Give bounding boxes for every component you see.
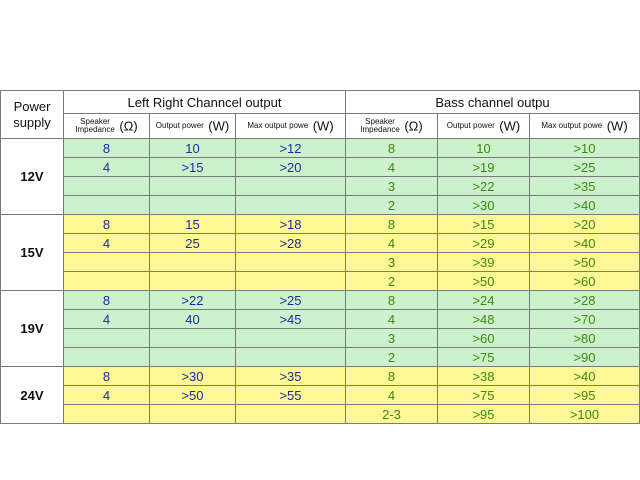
bass-output-cell: >22 (438, 177, 530, 196)
lr-max-cell: >25 (236, 291, 346, 310)
lr-max-cell (236, 329, 346, 348)
lr-max-cell (236, 196, 346, 215)
lr-max-cell (236, 272, 346, 291)
lr-channel-header: Left Right Channcel output (64, 91, 346, 114)
table-row (1, 272, 640, 291)
lr-output-cell: >30 (150, 367, 236, 386)
power-supply-header: Power supply (1, 91, 64, 139)
lr-output-cell (150, 253, 236, 272)
bass-max-cell: >40 (530, 196, 640, 215)
table-row (1, 310, 640, 329)
output-label: Output power (155, 120, 204, 130)
lr-max-cell: >28 (236, 234, 346, 253)
bass-output-cell: >38 (438, 367, 530, 386)
lr-impedance-cell: 4 (64, 386, 150, 405)
lr-impedance-cell: 8 (64, 215, 150, 234)
output-unit: (W) (499, 118, 521, 134)
lr-impedance-cell: 4 (64, 158, 150, 177)
impedance-unit: (Ω) (119, 118, 138, 134)
lr-output-cell (150, 177, 236, 196)
lr-output-header (150, 114, 236, 139)
bass-impedance-cell: 2 (346, 272, 438, 291)
impedance-label-b: Impedance (75, 124, 115, 134)
lr-output-cell: 40 (150, 310, 236, 329)
lr-max-cell: >12 (236, 139, 346, 158)
bass-impedance-cell: 8 (346, 139, 438, 158)
max-label: Max output powe (541, 120, 603, 130)
voltage-cell: 15V (1, 215, 64, 291)
bass-impedance-cell: 3 (346, 177, 438, 196)
lr-output-cell: >50 (150, 386, 236, 405)
max-unit: (W) (606, 118, 628, 134)
bass-impedance-cell: 3 (346, 253, 438, 272)
lr-output-cell (150, 348, 236, 367)
max-label: Max output powe (247, 120, 309, 130)
bass-impedance-cell: 4 (346, 310, 438, 329)
table-row (1, 253, 640, 272)
lr-impedance-cell (64, 253, 150, 272)
lr-max-header (236, 114, 346, 139)
table-row (1, 291, 640, 310)
specification-table (0, 90, 640, 424)
output-label: Output power (446, 120, 495, 130)
bass-impedance-cell: 2 (346, 348, 438, 367)
bass-impedance-cell: 8 (346, 215, 438, 234)
bass-max-cell: >80 (530, 329, 640, 348)
lr-impedance-cell: 4 (64, 310, 150, 329)
bass-output-cell: >30 (438, 196, 530, 215)
lr-max-cell: >18 (236, 215, 346, 234)
impedance-label-a: Speaker (80, 116, 110, 126)
table-row (1, 348, 640, 367)
lr-impedance-cell (64, 348, 150, 367)
bass-max-cell: >40 (530, 234, 640, 253)
lr-impedance-cell: 8 (64, 139, 150, 158)
max-unit: (W) (312, 118, 334, 134)
bass-max-cell: >10 (530, 139, 640, 158)
lr-output-cell: 15 (150, 215, 236, 234)
bass-max-cell: >28 (530, 291, 640, 310)
bass-impedance-cell: 3 (346, 329, 438, 348)
lr-max-cell: >35 (236, 367, 346, 386)
lr-impedance-cell: 4 (64, 234, 150, 253)
table-row (1, 386, 640, 405)
bass-output-cell: >19 (438, 158, 530, 177)
bass-impedance-cell: 4 (346, 234, 438, 253)
bass-output-cell: >75 (438, 386, 530, 405)
bass-impedance-cell: 4 (346, 158, 438, 177)
bass-output-cell: >39 (438, 253, 530, 272)
lr-output-cell (150, 272, 236, 291)
impedance-label-a: Speaker (365, 116, 395, 126)
lr-max-cell: >55 (236, 386, 346, 405)
lr-output-cell: >22 (150, 291, 236, 310)
impedance-label-b: Impedance (360, 124, 400, 134)
table-row (1, 215, 640, 234)
bass-output-header (438, 114, 530, 139)
lr-max-cell: >45 (236, 310, 346, 329)
lr-max-cell: >20 (236, 158, 346, 177)
bass-output-cell: >95 (438, 405, 530, 424)
bass-output-cell: >50 (438, 272, 530, 291)
bass-impedance-header (346, 114, 438, 139)
lr-impedance-cell (64, 329, 150, 348)
lr-impedance-cell: 8 (64, 367, 150, 386)
lr-impedance-cell (64, 272, 150, 291)
table-row (1, 234, 640, 253)
bass-max-cell: >40 (530, 367, 640, 386)
bass-max-cell: >70 (530, 310, 640, 329)
bass-max-cell: >60 (530, 272, 640, 291)
output-unit: (W) (208, 118, 230, 134)
bass-impedance-cell: 4 (346, 386, 438, 405)
bass-impedance-cell: 8 (346, 291, 438, 310)
lr-max-cell (236, 348, 346, 367)
bass-output-cell: >24 (438, 291, 530, 310)
bass-output-cell: >48 (438, 310, 530, 329)
bass-max-cell: >90 (530, 348, 640, 367)
bass-max-header (530, 114, 640, 139)
table-row (1, 367, 640, 386)
bass-max-cell: >100 (530, 405, 640, 424)
lr-output-cell: 25 (150, 234, 236, 253)
bass-max-cell: >95 (530, 386, 640, 405)
lr-impedance-cell (64, 196, 150, 215)
lr-output-cell (150, 329, 236, 348)
bass-max-cell: >20 (530, 215, 640, 234)
table-row (1, 139, 640, 158)
voltage-cell: 24V (1, 367, 64, 424)
table-row (1, 405, 640, 424)
lr-impedance-cell (64, 177, 150, 196)
bass-max-cell: >25 (530, 158, 640, 177)
lr-output-cell: 10 (150, 139, 236, 158)
lr-impedance-cell: 8 (64, 291, 150, 310)
impedance-unit: (Ω) (404, 118, 423, 134)
bass-output-cell: 10 (438, 139, 530, 158)
bass-channel-header: Bass channel outpu (346, 91, 640, 114)
lr-max-cell (236, 253, 346, 272)
lr-max-cell (236, 177, 346, 196)
table-row (1, 196, 640, 215)
lr-impedance-cell (64, 405, 150, 424)
lr-output-cell (150, 196, 236, 215)
lr-max-cell (236, 405, 346, 424)
lr-output-cell (150, 405, 236, 424)
table-row (1, 329, 640, 348)
bass-output-cell: >60 (438, 329, 530, 348)
table-row (1, 158, 640, 177)
bass-output-cell: >29 (438, 234, 530, 253)
bass-impedance-cell: 2-3 (346, 405, 438, 424)
bass-impedance-cell: 2 (346, 196, 438, 215)
voltage-cell: 19V (1, 291, 64, 367)
bass-output-cell: >15 (438, 215, 530, 234)
bass-max-cell: >50 (530, 253, 640, 272)
table-row (1, 177, 640, 196)
lr-output-cell: >15 (150, 158, 236, 177)
bass-max-cell: >35 (530, 177, 640, 196)
bass-impedance-cell: 8 (346, 367, 438, 386)
bass-output-cell: >75 (438, 348, 530, 367)
voltage-cell: 12V (1, 139, 64, 215)
lr-impedance-header (64, 114, 150, 139)
